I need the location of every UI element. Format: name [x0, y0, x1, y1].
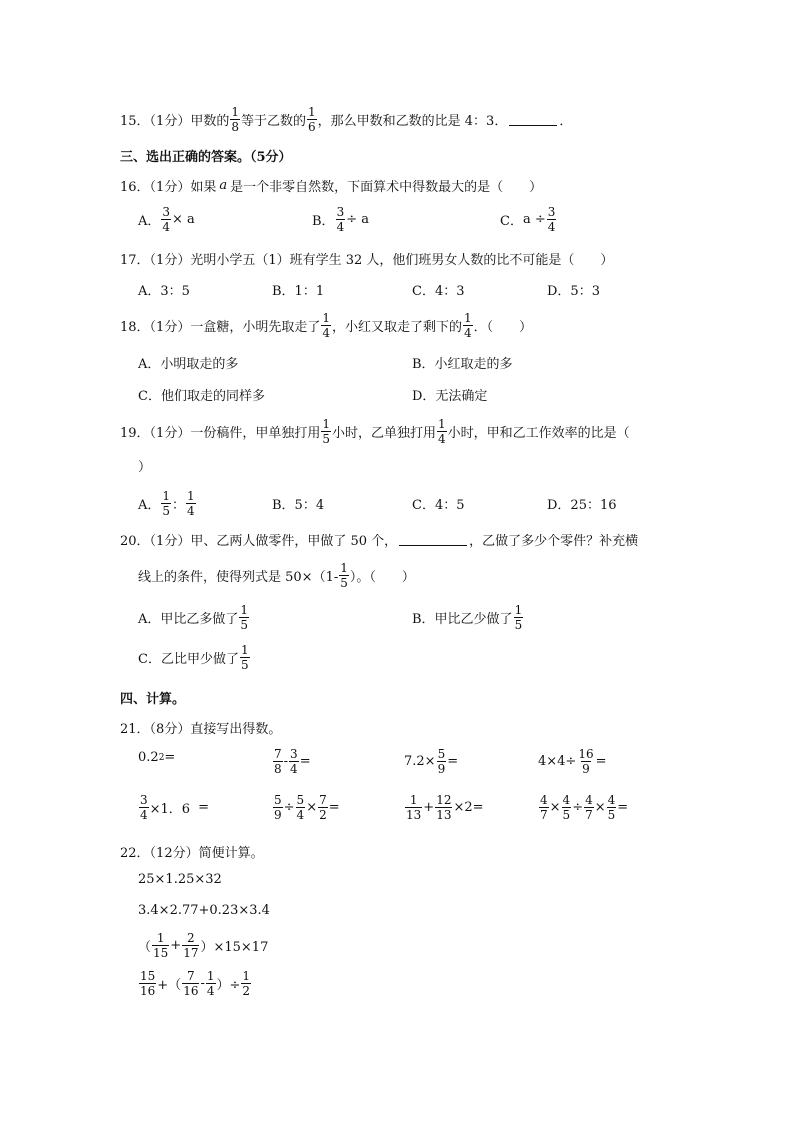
option-c[interactable]: C．他们取走的同样多	[138, 389, 265, 404]
question-20: 20．（1分） 甲、乙两人做零件，甲做了 50 个， ，乙做了多少个零件？补充横	[120, 534, 639, 549]
option-b[interactable]: B．1：1	[272, 284, 325, 299]
option-b[interactable]: B．小红取走的多	[412, 357, 513, 372]
option-c[interactable]: C．4：3	[412, 284, 465, 299]
option-a[interactable]: A． $\frac{3}{4}$ × a	[138, 205, 195, 234]
option-d[interactable]: D．5：3	[547, 284, 600, 299]
option-a[interactable]: A．小明取走的多	[138, 357, 239, 372]
fraction: 1 8	[231, 105, 239, 134]
answer-blank[interactable]	[399, 533, 467, 546]
expression: 15 16 +（ 7 16 - 1 4 ）÷ $\frac{1}{2}$	[140, 969, 251, 998]
option-a[interactable]: A．3：5	[138, 284, 190, 299]
question-21: 21．（8分）直接写出得数。	[120, 722, 282, 737]
expression: 7 8 - $\frac{3}{4}$ =	[274, 747, 311, 776]
section-4-heading: 四、计算。	[120, 692, 186, 707]
expression: 1 13 + $\frac{12}{13}$ ×2 =	[406, 793, 484, 822]
question-16: 16．（1分） 如果 a 是一个非零自然数，下面算术中得数最大的是（ ）	[120, 178, 543, 195]
expression: $\frac{4}{7}$ × $\frac{4}{5}$ ÷ $\frac{4}{7}$ × $\frac{4}{5}$ =	[540, 793, 629, 822]
option-c[interactable]: C． a ÷ $\frac{3}{4}$	[500, 205, 556, 234]
expression: 3.4×2.77+0.23×3.4	[138, 903, 270, 918]
option-a[interactable]: A． 1 5 ： 1 4	[138, 489, 195, 518]
expression: （ 1 15 + $\frac{2}{17}$ ）×15×17	[138, 931, 269, 960]
expression: $\frac{5}{9}$ ÷ $\frac{5}{4}$ × $\frac{7}{2}$ =	[274, 793, 340, 822]
question-15: 15．（1分） 甲数的 1 8 等于乙数的 1 6 ，那么甲数和乙数的比是 4：3． ．	[120, 105, 573, 134]
question-18: 18．（1分） 一盒糖，小明先取走了 1 4 ，小红又取走了剩下的 1 4 ．（ ）	[120, 311, 533, 340]
section-3-heading: 三、选出正确的答案。（5分）	[120, 150, 292, 165]
question-19: 19．（1分） 一份稿件，甲单独打用 1 5 小时，乙单独打用 1 4 小时，甲和乙工作效率的比是（	[120, 417, 630, 446]
question-20-continued: 线上的条件，使得列式是 50×（1- 1 5 ）。（ ）	[138, 561, 415, 590]
expression: 7.2× $\frac{5}{9}$ =	[404, 747, 459, 776]
option-c[interactable]: C．4：5	[412, 498, 465, 513]
question-22: 22．（12分）简便计算。	[120, 846, 264, 861]
option-a[interactable]: A．甲比乙多做了 1 5	[138, 603, 249, 632]
expression: 4×4÷ $\frac{16}{9}$ =	[538, 747, 607, 776]
expression: $\frac{3}{4}$ ×1．6 =	[140, 793, 209, 822]
option-b[interactable]: B． $\frac{3}{4}$ ÷ a	[312, 205, 369, 234]
option-b[interactable]: B．5：4	[272, 498, 325, 513]
question-17: 17．（1分）光明小学五（1）班有学生 32 人，他们班男女人数的比不可能是（ ）	[120, 253, 614, 268]
answer-blank[interactable]	[509, 113, 557, 126]
option-b[interactable]: B．甲比乙少做了 1 5	[412, 603, 523, 632]
option-c[interactable]: C．乙比甲少做了 1 5	[138, 643, 249, 672]
question-19-continued: ）	[138, 460, 152, 475]
option-d[interactable]: D．25：16	[547, 498, 617, 513]
expression: 25×1.25×32	[138, 872, 222, 887]
option-d[interactable]: D．无法确定	[412, 389, 488, 404]
fraction: 1 6	[308, 105, 316, 134]
expression: 0.2 2 =	[138, 750, 176, 765]
